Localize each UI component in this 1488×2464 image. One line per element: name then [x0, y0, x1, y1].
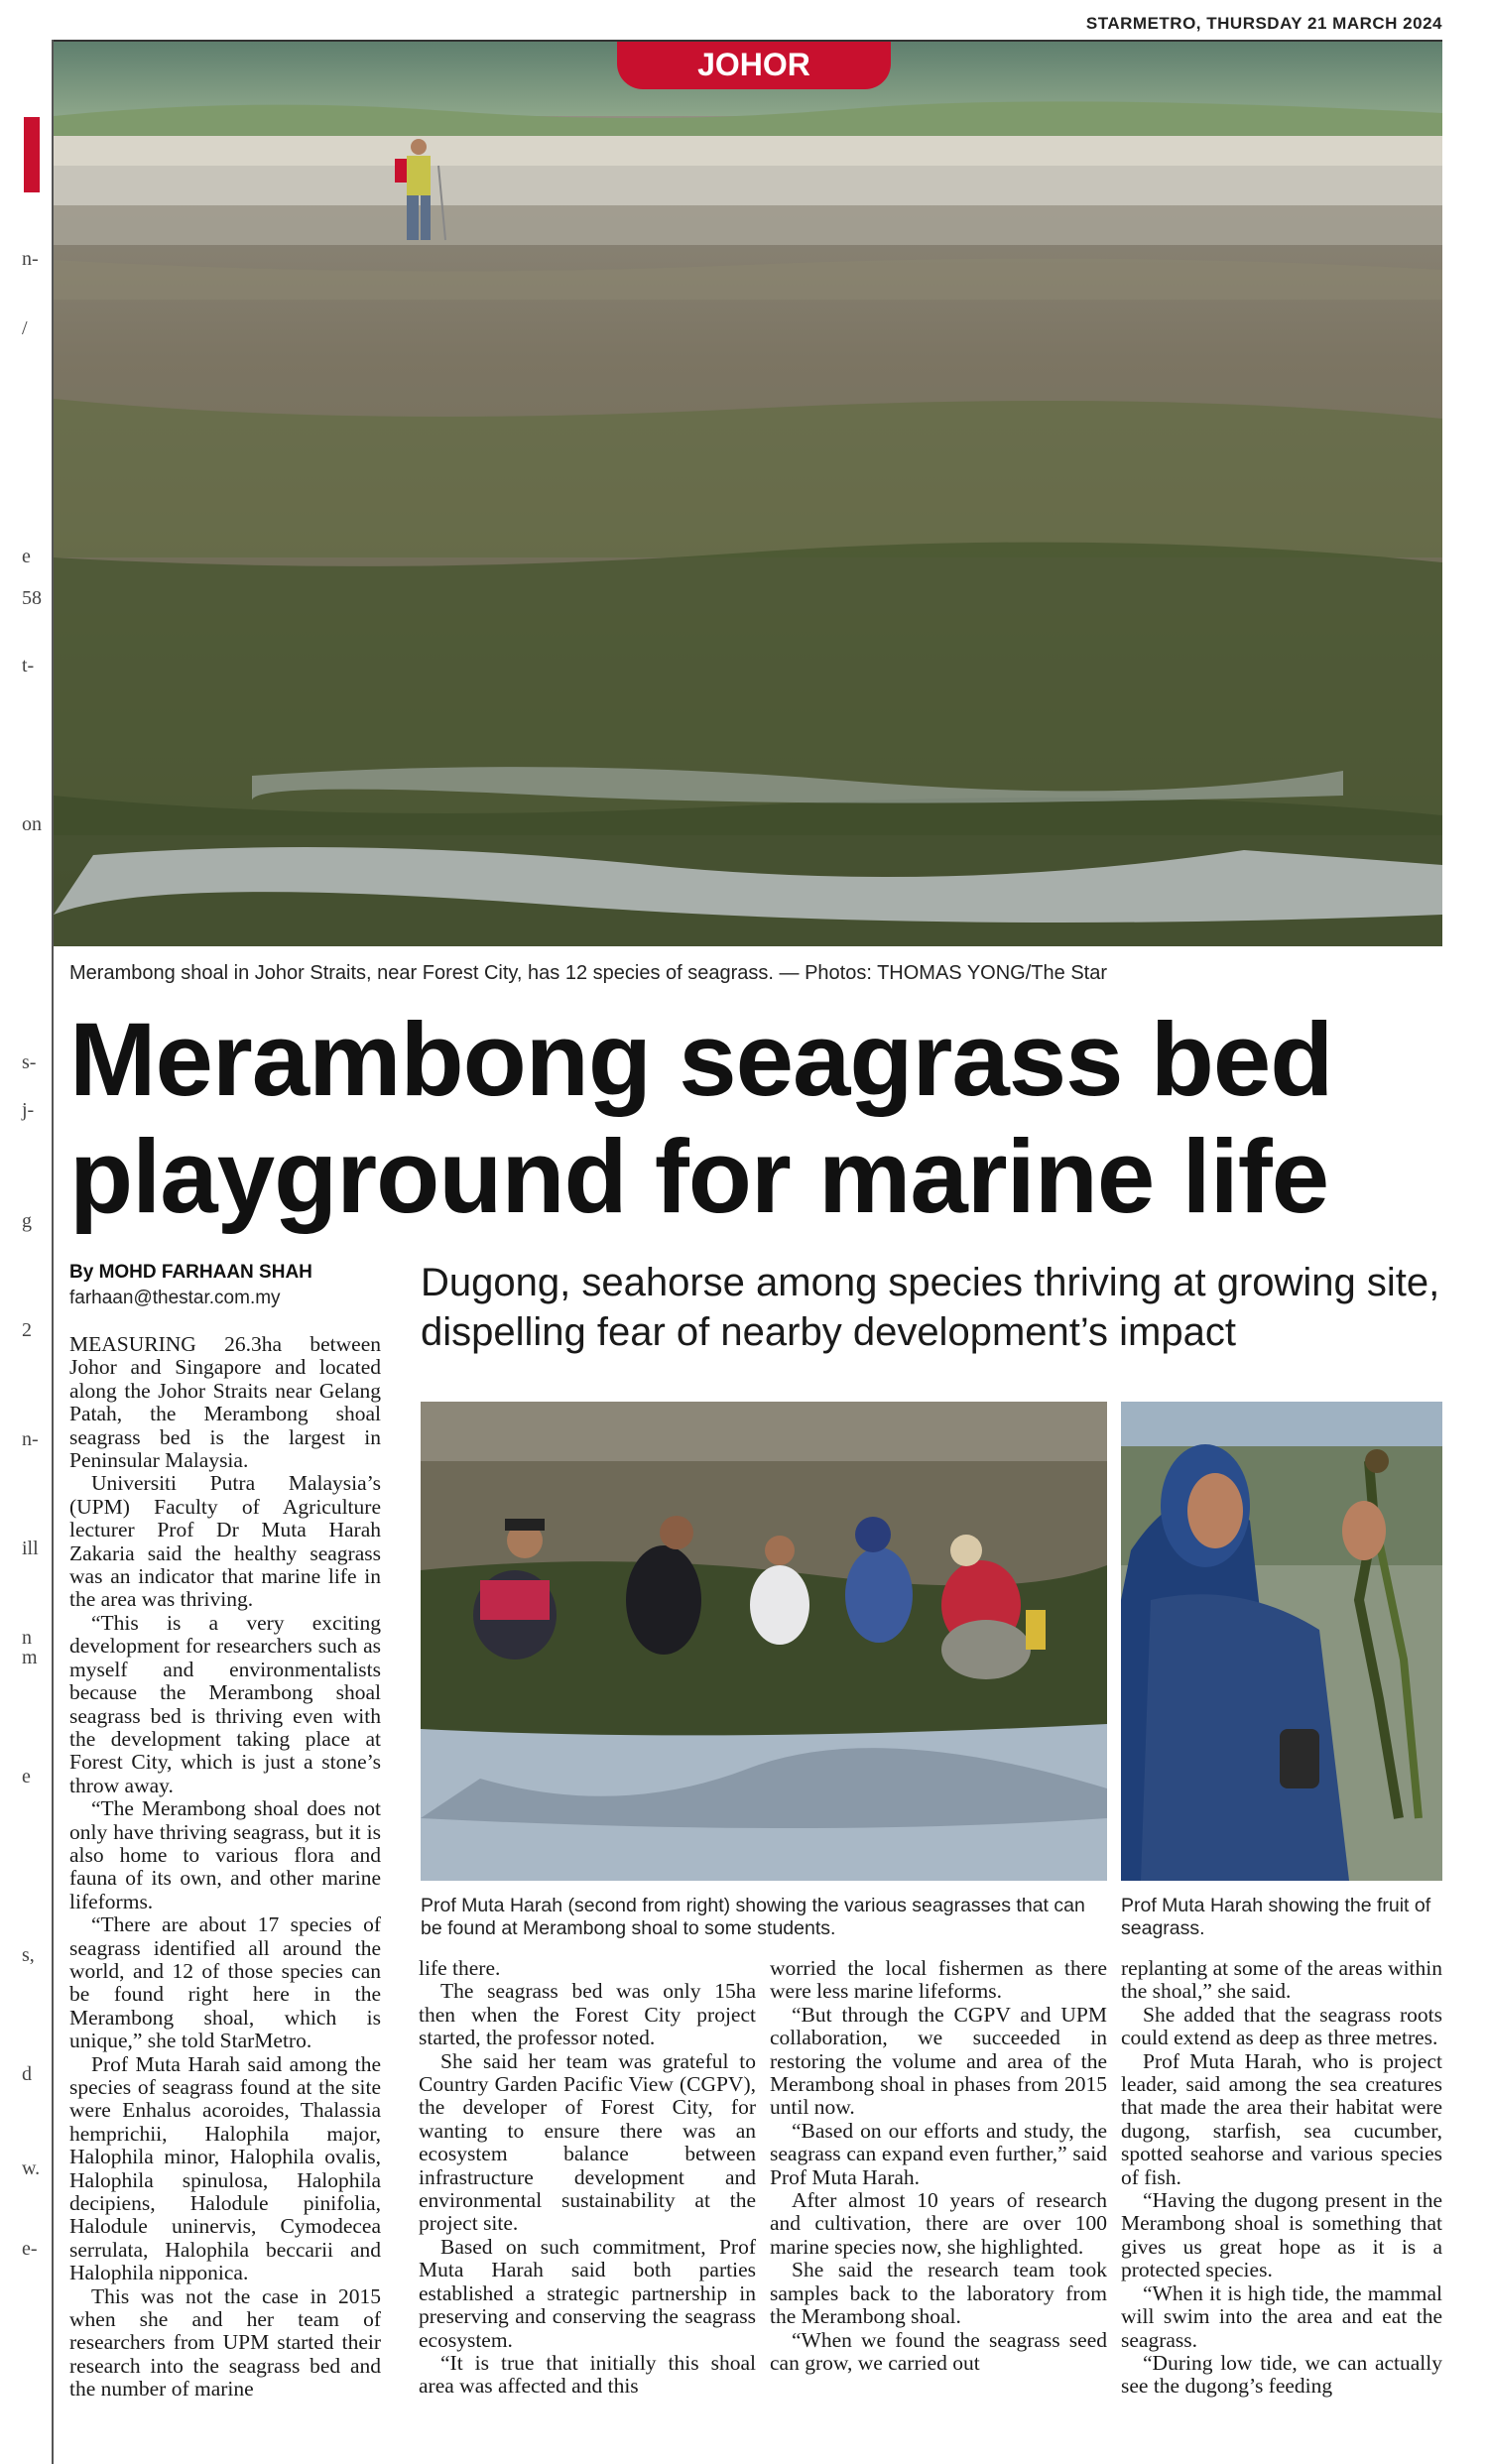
byline-email: farhaan@thestar.com.my — [69, 1288, 281, 1308]
byline-author: By MOHD FARHAAN SHAH — [69, 1262, 312, 1283]
headline-line-2: playground for marine life — [69, 1119, 1329, 1235]
article-paragraph: MEASURING 26.3ha between Johor and Singapore and located along the Johor Straits near Gelang Patah, the Merambong shoal seagrass bed is the largest in Peninsular Malaysia. — [69, 1332, 381, 1473]
hero-photo-caption: Merambong shoal in Johor Straits, near Forest City, has 12 species of seagrass. — Photos: THOMAS YONG/The Star — [69, 962, 1107, 984]
neighbour-fragment: m — [22, 1647, 38, 1668]
headline-line-1: Merambong seagrass bed — [69, 1002, 1333, 1118]
neighbour-fragment: j- — [22, 1099, 35, 1121]
article-paragraph: Prof Muta Harah said among the species of seagrass found at the site were Enhalus acoroides, Thalassia hemprichii, Halophila major, Halophila minor, Halophila ovalis, Halophila spinulosa, Halophila decipiens, Halodule pinifolia, Halodule uninervis, Cymodecea serrulata, Halophila beccarii and Halophila nipponica. — [69, 2051, 381, 2285]
article-paragraph: “Having the dugong present in the Merambong shoal is something that gives us great hope as it is a protected species. — [1121, 2188, 1442, 2282]
neighbour-fragment: e — [22, 1766, 31, 1787]
article-paragraph: “The Merambong shoal does not only have thriving seagrass, but it is also home to various flora and fauna of its own, and other marine lifeforms. — [69, 1796, 381, 1913]
students-photo-caption: Prof Muta Harah (second from right) showing the various seagrasses that can be found at Merambong shoal to some students. — [421, 1895, 1085, 1939]
article-paragraph: “Based on our efforts and study, the seagrass can expand even further,” said Prof Muta Harah. — [770, 2118, 1107, 2189]
article-paragraph: “It is true that initially this shoal area was affected and this — [419, 2350, 756, 2399]
neighbour-fragment: e- — [22, 2238, 38, 2260]
subheadline: Dugong, seahorse among species thriving at growing site, dispelling fear of nearby development’s impact — [421, 1261, 1440, 1354]
running-head: STARMETRO, THURSDAY 21 MARCH 2024 — [1085, 14, 1442, 33]
neighbour-fragment: s, — [22, 1944, 35, 1966]
article-paragraph: Prof Muta Harah, who is project leader, said among the sea creatures that made the area their habitat were dugong, starfish, sea cucumber, spotted seahorse and various species of fish. — [1121, 2048, 1442, 2189]
article-paragraph: “When it is high tide, the mammal will swim into the area and eat the seagrass. — [1121, 2280, 1442, 2352]
article-paragraph: life there. — [419, 1956, 501, 1980]
article-column-1 — [69, 1333, 381, 2402]
article-column-2 — [419, 1957, 756, 2399]
article-paragraph: She said her team was grateful to Country Garden Pacific View (CGPV), the developer of Forest City, for wanting to ensure there was an ecosystem balance between infrastructure development and environmental sustainability at the project site. — [419, 2048, 756, 2236]
article-paragraph: replanting at some of the areas within the shoal,” she said. — [1121, 1956, 1442, 2004]
article-paragraph: “This is a very exciting development for researchers such as myself and environmentalists because the Merambong shoal seagrass bed is thriving even with the development taking place at Forest City, which is just a stone’s throw away. — [69, 1610, 381, 1797]
neighbour-fragment: n- — [22, 248, 39, 270]
article-paragraph: “During low tide, we can actually see the dugong’s feeding — [1121, 2350, 1442, 2399]
neighbour-fragment: d — [22, 2063, 32, 2085]
article-column-3 — [770, 1957, 1107, 2375]
neighbour-fragment: n — [22, 1627, 32, 1649]
article-paragraph: “When we found the seagrass seed can grow, we carried out — [770, 2327, 1107, 2375]
neighbour-fragment: t- — [22, 655, 35, 677]
neighbour-fragment: ill — [22, 1538, 39, 1559]
students-photo — [421, 1402, 1107, 1881]
article-paragraph: “But through the CGPV and UPM collaboration, we succeeded in restoring the volume and area of the Merambong shoal in phases from 2015 until now. — [770, 2002, 1107, 2120]
article-paragraph: Universiti Putra Malaysia’s (UPM) Faculty of Agriculture lecturer Prof Dr Muta Harah Zakaria said the healthy seagrass was an indicator that marine life in the area was thriving. — [69, 1471, 381, 1612]
professor-photo-caption: Prof Muta Harah showing the fruit of seagrass. — [1121, 1895, 1431, 1939]
article-column-4 — [1121, 1957, 1442, 2399]
article-paragraph: She said the research team took samples back to the laboratory from the Merambong shoal. — [770, 2258, 1107, 2329]
section-tab: JOHOR — [617, 42, 891, 89]
article-paragraph: After almost 10 years of research and cultivation, there are over 100 marine species now, she highlighted. — [770, 2188, 1107, 2259]
professor-photo — [1121, 1402, 1442, 1881]
neighbour-fragment: 58 — [22, 587, 42, 609]
neighbour-red-mark — [24, 117, 40, 192]
neighbour-fragment: w. — [22, 2157, 41, 2179]
neighbour-fragment: e — [22, 546, 31, 567]
neighbour-fragment: n- — [22, 1428, 39, 1450]
article-paragraph: She added that the seagrass roots could extend as deep as three metres. — [1121, 2002, 1442, 2050]
neighbour-fragment: s- — [22, 1051, 37, 1073]
article-paragraph: “There are about 17 species of seagrass identified all around the world, and 12 of those species can be found right here in the Merambong shoal, which is unique,” she told StarMetro. — [69, 1912, 381, 2053]
neighbour-fragment: / — [22, 317, 28, 339]
neighbour-fragment: g — [22, 1210, 32, 1232]
article-paragraph: The seagrass bed was only 15ha then when the Forest City project started, the professor noted. — [419, 1979, 756, 2050]
article-paragraph: This was not the case in 2015 when she and her team of researchers from UPM started their research into the seagrass bed and the number of marine — [69, 2283, 381, 2402]
article-paragraph: worried the local fishermen as there were less marine lifeforms. — [770, 1956, 1107, 2004]
neighbour-fragment: on — [22, 813, 42, 835]
article-paragraph: Based on such commitment, Prof Muta Harah said both parties established a strategic partnership in preserving and conserving the seagrass ecosystem. — [419, 2234, 756, 2352]
headline — [69, 1002, 1438, 1236]
neighbour-fragment: 2 — [22, 1319, 32, 1341]
hero-photo — [54, 42, 1442, 946]
